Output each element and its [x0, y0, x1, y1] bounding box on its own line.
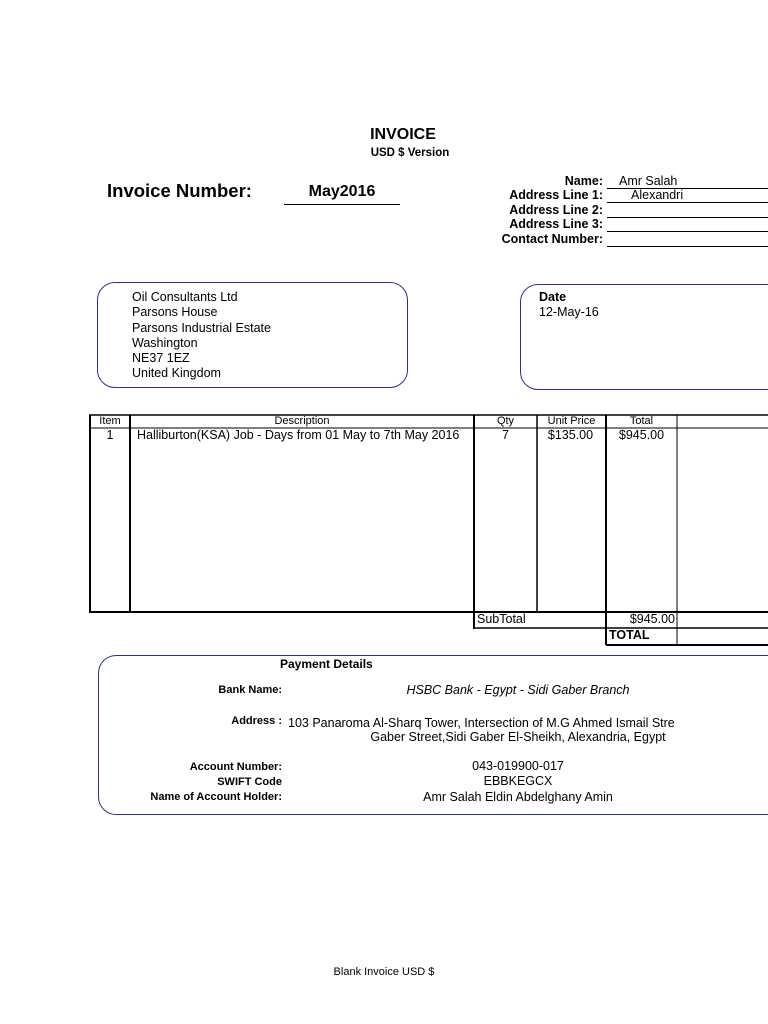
address-label: Address : — [231, 715, 282, 727]
row-qty: 7 — [502, 428, 509, 442]
column-header-description: Description — [274, 415, 330, 427]
bank-address-line-2: Gaber Street,Sidi Gaber El-Sheikh, Alexandria, Egypt — [370, 730, 666, 744]
sender-name-value: Amr Salah — [619, 174, 678, 188]
bill-to-line: Parsons House — [132, 305, 218, 320]
account-holder-label: Name of Account Holder: — [150, 791, 282, 803]
invoice-title: INVOICE — [370, 126, 436, 143]
column-header-unit-price: Unit Price — [547, 415, 596, 427]
row-item: 1 — [106, 428, 114, 442]
bank-address-line-1: 103 Panaroma Al-Sharq Tower, Intersection of M.G Ahmed Ismail Stre — [288, 716, 675, 730]
subtotal-value: $945.00 — [629, 612, 675, 626]
sender-name-label: Name: — [564, 174, 603, 188]
row-description: Halliburton(KSA) Job - Days from 01 May to 7th May 2016 — [137, 428, 460, 442]
subtotal-label: SubTotal — [477, 612, 526, 626]
bank-name-label: Bank Name: — [218, 684, 282, 696]
bill-to-line: Washington — [132, 335, 198, 350]
column-header-qty: Qty — [496, 415, 515, 427]
date-label: Date — [539, 290, 567, 304]
column-header-total: Total — [629, 415, 654, 427]
row-total: $945.00 — [618, 428, 665, 442]
invoice-number-label: Invoice Number: — [107, 180, 252, 201]
account-number-label: Account Number: — [189, 761, 282, 773]
column-header-item: Item — [99, 415, 121, 427]
swift-code-label: SWIFT Code — [217, 776, 282, 788]
bank-name-value: HSBC Bank - Egypt - Sidi Gaber Branch — [406, 683, 630, 697]
date-value: 12-May-16 — [539, 305, 599, 319]
sender-address2-label: Address Line 2: — [509, 203, 603, 217]
row-unit-price: $135.00 — [547, 428, 594, 442]
payment-details-title: Payment Details — [280, 657, 373, 671]
sender-address3-label: Address Line 3: — [509, 217, 603, 231]
invoice-number-value: May2016 — [284, 183, 400, 205]
bill-to-line: Oil Consultants Ltd — [132, 290, 238, 304]
bill-to-line: NE37 1EZ — [132, 351, 190, 366]
account-number-value: 043-019900-017 — [472, 759, 564, 773]
sender-address1-label: Address Line 1: — [509, 188, 603, 202]
sender-address1-value: Alexandri — [631, 188, 684, 202]
bill-to-line: United Kingdom — [132, 366, 221, 381]
swift-code-value: EBBKEGCX — [483, 774, 553, 788]
invoice-subtitle: USD $ Version — [370, 147, 450, 159]
bill-to-line: Parsons Industrial Estate — [132, 320, 271, 335]
page-footer: Blank Invoice USD $ — [333, 966, 435, 978]
account-holder-value: Amr Salah Eldin Abdelghany Amin — [423, 790, 613, 804]
total-label: TOTAL — [609, 628, 650, 642]
sender-contact-label: Contact Number: — [501, 232, 603, 246]
